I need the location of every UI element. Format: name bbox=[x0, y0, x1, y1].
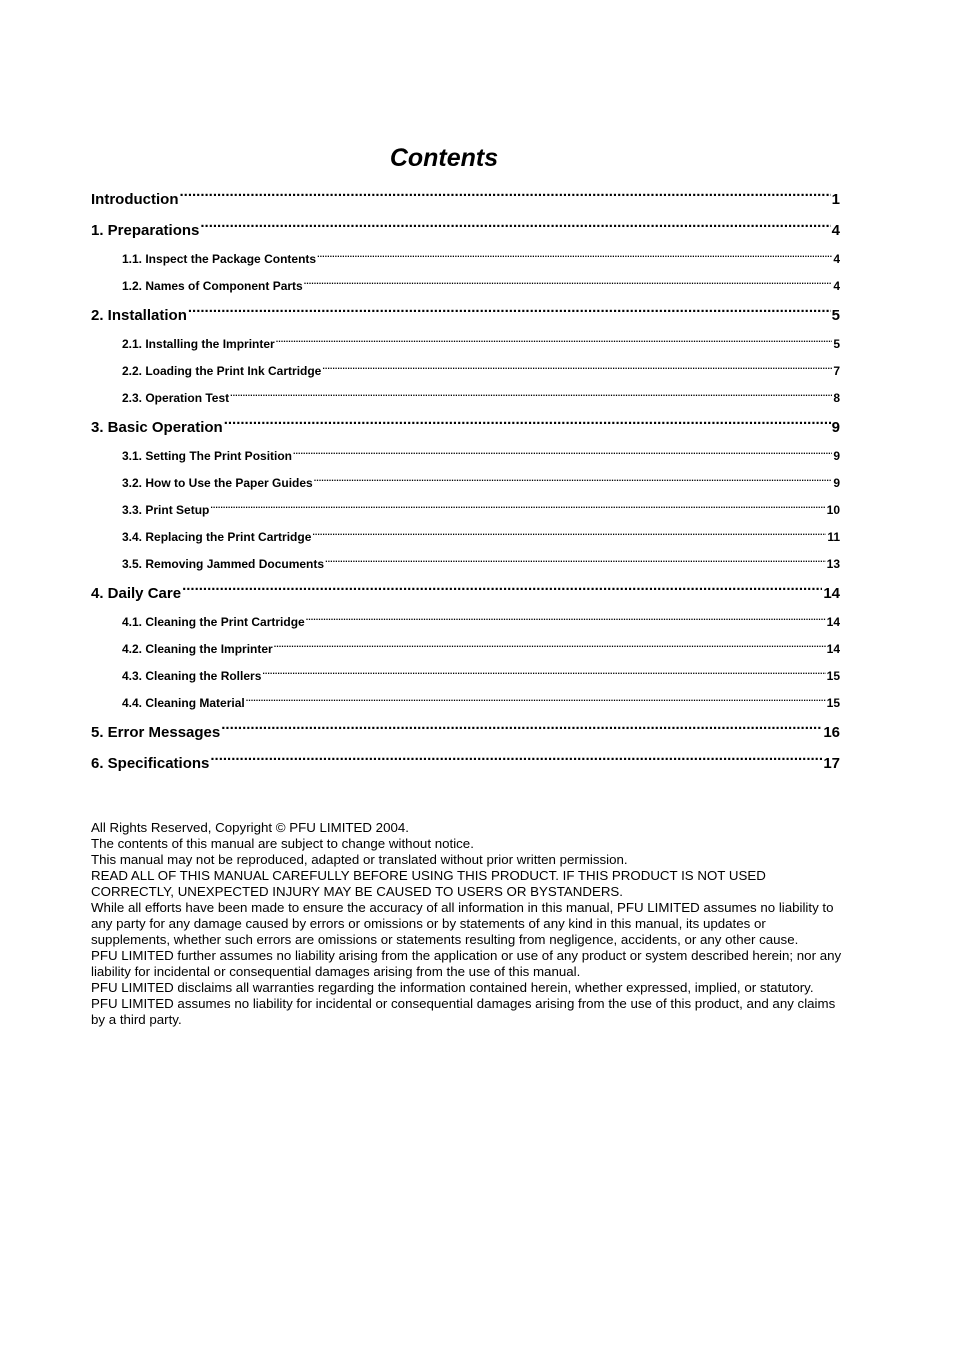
toc-entry-page: 5 bbox=[831, 307, 840, 324]
legal-paragraph: The contents of this manual are subject to change without notice. bbox=[91, 836, 474, 851]
toc-entry-cleaning-material[interactable] bbox=[91, 694, 840, 721]
toc-entry-cleaning-imprinter[interactable] bbox=[91, 640, 840, 667]
toc-entry-label: 2.2. Loading the Print Ink Cartridge bbox=[122, 364, 322, 378]
dot-leader bbox=[210, 753, 822, 768]
toc-entry-label: 1.2. Names of Component Parts bbox=[122, 279, 303, 293]
dot-leader bbox=[274, 641, 826, 653]
dot-leader bbox=[262, 668, 825, 680]
toc-entry-page: 15 bbox=[826, 669, 840, 683]
toc-entry-label: 4.1. Cleaning the Print Cartridge bbox=[122, 615, 305, 629]
toc-entry-page: 4 bbox=[831, 222, 840, 239]
toc-entry-label: 1.1. Inspect the Package Contents bbox=[122, 252, 317, 266]
toc-entry-page: 10 bbox=[826, 503, 840, 517]
dot-leader bbox=[276, 336, 833, 348]
copyright-line: All Rights Reserved, Copyright © PFU LIMITED 2004. bbox=[91, 820, 409, 835]
toc-entry-label: 4.4. Cleaning Material bbox=[122, 696, 245, 710]
toc-entry-page: 14 bbox=[823, 585, 840, 602]
toc-entry-page: 8 bbox=[833, 391, 840, 405]
dot-leader bbox=[304, 278, 833, 290]
toc-entry-label: 4.3. Cleaning the Rollers bbox=[122, 669, 262, 683]
toc-entry-label: 4. Daily Care bbox=[91, 585, 182, 602]
toc-entry-installation[interactable] bbox=[91, 304, 840, 335]
toc-entry-label: 2.1. Installing the Imprinter bbox=[122, 337, 275, 351]
toc-entry-label: 3.2. How to Use the Paper Guides bbox=[122, 476, 313, 490]
toc-entry-removing-jammed-documents[interactable] bbox=[91, 555, 840, 582]
toc-entry-operation-test[interactable] bbox=[91, 389, 840, 416]
toc-entry-cleaning-print-cartridge[interactable] bbox=[91, 613, 840, 640]
table-of-contents bbox=[91, 188, 840, 783]
legal-paragraph: While all efforts have been made to ensure the accuracy of all information in this manual, PFU LIMITED assumes no liability to any party for any damage caused by errors or omissions or by statements of any kind in this manual, its updates or supplements, whether such errors are omissions or statements resulting from negligence, accidents, or any other cause. bbox=[91, 900, 834, 947]
toc-entry-label: 3.5. Removing Jammed Documents bbox=[122, 557, 325, 571]
toc-entry-label: 4.2. Cleaning the Imprinter bbox=[122, 642, 273, 656]
toc-entry-page: 9 bbox=[833, 476, 840, 490]
toc-entry-label: 2.3. Operation Test bbox=[122, 391, 230, 405]
dot-leader bbox=[224, 417, 831, 432]
toc-entry-page: 1 bbox=[831, 191, 840, 208]
legal-paragraph: PFU LIMITED assumes no liability for incidental or consequential damages arising from the use of this product, and any claims by a third party. bbox=[91, 996, 836, 1027]
legal-paragraph: PFU LIMITED further assumes no liability arising from the application or use of any product or system described herein; nor any liability for incidental or consequential damages arising from the use of this manual. bbox=[91, 948, 842, 979]
toc-entry-label: 3.1. Setting The Print Position bbox=[122, 449, 293, 463]
toc-entry-page: 4 bbox=[833, 279, 840, 293]
toc-entry-daily-care[interactable] bbox=[91, 582, 840, 613]
toc-entry-page: 16 bbox=[823, 724, 840, 741]
toc-entry-page: 15 bbox=[826, 696, 840, 710]
toc-entry-error-messages[interactable] bbox=[91, 721, 840, 752]
toc-entry-label: 3. Basic Operation bbox=[91, 419, 223, 436]
dot-leader bbox=[200, 220, 830, 235]
toc-entry-introduction[interactable] bbox=[91, 188, 840, 219]
legal-notice bbox=[91, 820, 843, 1028]
toc-entry-label: 3.4. Replacing the Print Cartridge bbox=[122, 530, 312, 544]
toc-entry-label: 6. Specifications bbox=[91, 755, 210, 772]
toc-entry-page: 5 bbox=[833, 337, 840, 351]
dot-leader bbox=[246, 695, 826, 707]
dot-leader bbox=[314, 475, 833, 487]
page-title: Contents bbox=[389, 144, 499, 172]
toc-entry-page: 11 bbox=[827, 530, 840, 544]
toc-entry-inspect-package-contents[interactable] bbox=[91, 250, 840, 277]
toc-entry-specifications[interactable] bbox=[91, 752, 840, 783]
dot-leader bbox=[188, 305, 831, 320]
dot-leader bbox=[312, 529, 826, 541]
toc-entry-paper-guides[interactable] bbox=[91, 474, 840, 501]
dot-leader bbox=[182, 583, 822, 598]
toc-entry-page: 7 bbox=[833, 364, 840, 378]
dot-leader bbox=[210, 502, 825, 514]
dot-leader bbox=[221, 722, 822, 737]
toc-entry-label: 1. Preparations bbox=[91, 222, 200, 239]
toc-entry-label: 3.3. Print Setup bbox=[122, 503, 210, 517]
legal-paragraph: PFU LIMITED disclaims all warranties regarding the information contained herein, whether expressed, implied, or statutory. bbox=[91, 980, 814, 995]
dot-leader bbox=[230, 390, 832, 402]
toc-entry-page: 17 bbox=[823, 755, 840, 772]
dot-leader bbox=[306, 614, 826, 626]
dot-leader bbox=[322, 363, 832, 375]
safety-warning: READ ALL OF THIS MANUAL CAREFULLY BEFORE USING THIS PRODUCT. IF THIS PRODUCT IS NOT USED CORRECTLY, UNEXPECTED INJURY MAY BE CAUSED TO USERS OR BYSTANDERS. bbox=[91, 868, 766, 899]
toc-entry-loading-print-ink-cartridge[interactable] bbox=[91, 362, 840, 389]
toc-entry-page: 9 bbox=[833, 449, 840, 463]
toc-entry-setting-print-position[interactable] bbox=[91, 447, 840, 474]
toc-entry-page: 14 bbox=[826, 615, 840, 629]
toc-entry-page: 14 bbox=[826, 642, 840, 656]
toc-entry-page: 13 bbox=[826, 557, 840, 571]
toc-entry-names-of-component-parts[interactable] bbox=[91, 277, 840, 304]
toc-entry-preparations[interactable] bbox=[91, 219, 840, 250]
dot-leader bbox=[325, 556, 826, 568]
legal-paragraph: This manual may not be reproduced, adapted or translated without prior written permission. bbox=[91, 852, 628, 867]
toc-entry-page: 9 bbox=[831, 419, 840, 436]
dot-leader bbox=[317, 251, 832, 263]
dot-leader bbox=[293, 448, 832, 460]
toc-entry-cleaning-rollers[interactable] bbox=[91, 667, 840, 694]
toc-entry-print-setup[interactable] bbox=[91, 501, 840, 528]
dot-leader bbox=[179, 189, 830, 204]
toc-entry-page: 4 bbox=[833, 252, 840, 266]
toc-entry-label: 5. Error Messages bbox=[91, 724, 221, 741]
toc-entry-basic-operation[interactable] bbox=[91, 416, 840, 447]
toc-entry-label: 2. Installation bbox=[91, 307, 187, 324]
toc-entry-installing-the-imprinter[interactable] bbox=[91, 335, 840, 362]
toc-entry-label: Introduction bbox=[91, 191, 179, 208]
toc-entry-replacing-print-cartridge[interactable] bbox=[91, 528, 840, 555]
